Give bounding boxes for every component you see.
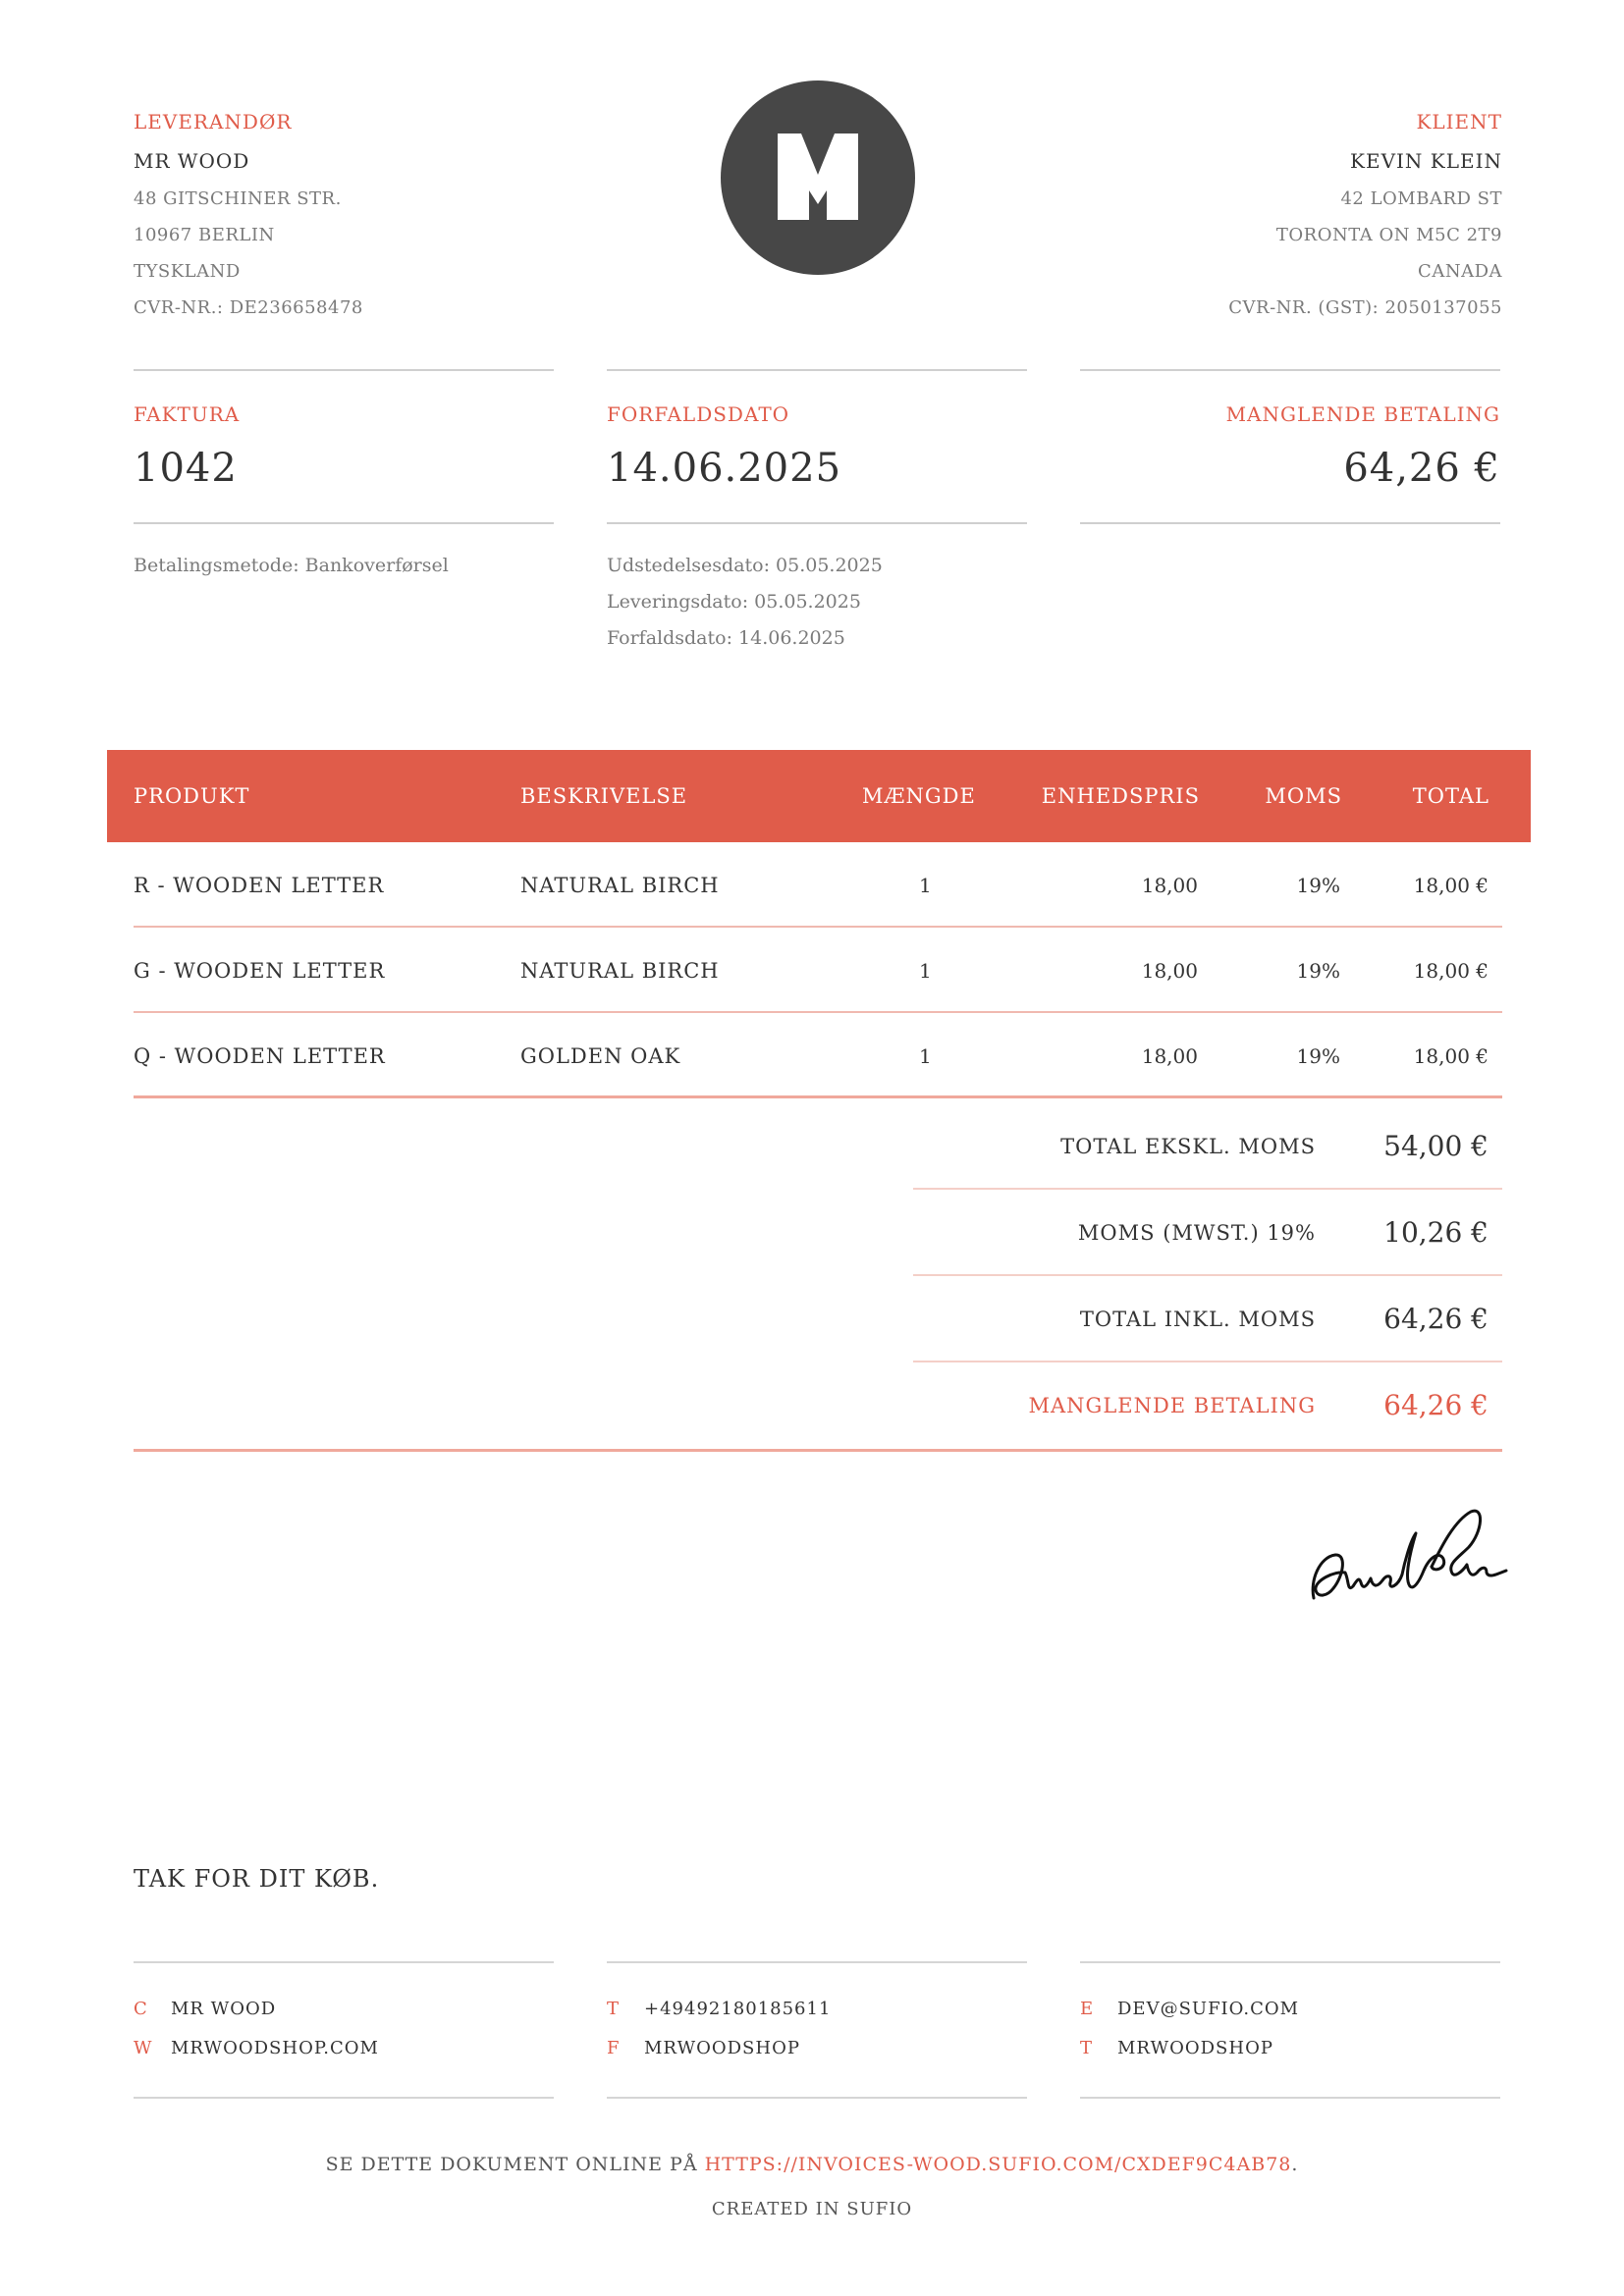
column-header-quantity: MÆNGDE (862, 784, 976, 808)
cell-quantity: 1 (919, 1044, 932, 1068)
outstanding-total-label: MANGLENDE BETALING (1028, 1394, 1316, 1417)
contact-box-company (134, 1961, 554, 2099)
subtotal-row (913, 1103, 1502, 1190)
contact-key: E (1080, 1999, 1095, 2019)
contact-value[interactable]: MRWOODSHOP (644, 2038, 800, 2058)
contact-key: T (1080, 2038, 1094, 2058)
cell-description: GOLDEN OAK (520, 1044, 681, 1068)
cell-vat: 19% (1296, 1044, 1340, 1068)
contact-value[interactable]: MRWOODSHOP.COM (171, 2038, 379, 2058)
signature (1306, 1502, 1512, 1620)
supplier-address-line: 10967 BERLIN (134, 225, 275, 245)
delivery-date: Leveringsdato: 05.05.2025 (607, 591, 861, 613)
vat-value: 10,26 € (1383, 1216, 1489, 1249)
cell-quantity: 1 (919, 874, 932, 897)
due-date-box (607, 369, 1027, 524)
contact-value: MR WOOD (171, 1999, 277, 2019)
cell-quantity: 1 (919, 959, 932, 983)
totals-divider (134, 1449, 1502, 1452)
date-details (607, 548, 883, 657)
outstanding-amount: 64,26 € (1343, 446, 1500, 491)
subtotal-label: TOTAL EKSKL. MOMS (1060, 1135, 1316, 1158)
outstanding-box (1080, 369, 1500, 524)
invoice-number: 1042 (134, 446, 238, 491)
contact-box-phone (607, 1961, 1027, 2099)
contact-value[interactable]: MRWOODSHOP (1117, 2038, 1273, 2058)
supplier-name: MR WOOD (134, 149, 250, 173)
contact-value[interactable]: DEV@SUFIO.COM (1117, 1999, 1300, 2019)
contact-email[interactable] (1080, 1999, 1299, 2019)
supplier-vat-number: CVR-NR.: DE236658478 (134, 297, 363, 318)
column-header-description: BESKRIVELSE (520, 784, 688, 808)
due-date-line: Forfaldsdato: 14.06.2025 (607, 627, 845, 649)
cell-description: NATURAL BIRCH (520, 959, 720, 983)
contact-key: F (607, 2038, 621, 2058)
cell-product: R - WOODEN LETTER (134, 874, 385, 897)
outstanding-label: MANGLENDE BETALING (1225, 402, 1500, 426)
client-vat-number: CVR-NR. (GST): 2050137055 (1228, 297, 1502, 318)
contact-company (134, 1999, 276, 2019)
client-address-line: TORONTA ON M5C 2T9 (1275, 225, 1502, 245)
cell-unit-price: 18,00 (1141, 959, 1198, 983)
cell-unit-price: 18,00 (1141, 1044, 1198, 1068)
table-row (134, 1014, 1502, 1098)
table-row (134, 843, 1502, 928)
online-link[interactable]: HTTPS://INVOICES-WOOD.SUFIO.COM/CXDEF9C4AB78 (704, 2154, 1292, 2175)
contact-key: C (134, 1999, 148, 2019)
column-header-vat: MOMS (1265, 784, 1342, 808)
online-notice (0, 2154, 1624, 2175)
invoice-number-label: FAKTURA (134, 402, 241, 426)
cell-total: 18,00 € (1413, 959, 1489, 983)
total-value: 64,26 € (1383, 1303, 1489, 1335)
contact-facebook[interactable] (607, 2038, 800, 2058)
payment-method: Betalingsmetode: Bankoverførsel (134, 555, 449, 576)
contact-website[interactable] (134, 2038, 379, 2058)
created-in-sufio: CREATED IN SUFIO (711, 2199, 913, 2219)
cell-total: 18,00 € (1413, 874, 1489, 897)
online-prefix: SE DETTE DOKUMENT ONLINE PÅ (325, 2154, 705, 2175)
due-date: 14.06.2025 (607, 446, 842, 491)
supplier-address-line: 48 GITSCHINER STR. (134, 188, 342, 209)
vat-row (913, 1190, 1502, 1276)
thanks-message: TAK FOR DIT KØB. (134, 1865, 380, 1893)
online-suffix: . (1291, 2154, 1299, 2175)
outstanding-row (913, 1362, 1502, 1449)
outstanding-total-value: 64,26 € (1383, 1389, 1489, 1421)
column-header-total: TOTAL (1412, 784, 1489, 808)
column-header-unit-price: ENHEDSPRIS (1041, 784, 1200, 808)
supplier-block (134, 110, 363, 318)
cell-vat: 19% (1296, 874, 1340, 897)
invoice-number-box (134, 369, 554, 524)
cell-unit-price: 18,00 (1141, 874, 1198, 897)
supplier-label: LEVERANDØR (134, 110, 293, 133)
cell-vat: 19% (1296, 959, 1340, 983)
total-row (913, 1276, 1502, 1362)
cell-product: G - WOODEN LETTER (134, 959, 386, 983)
contact-phone[interactable] (607, 1999, 831, 2019)
cell-description: NATURAL BIRCH (520, 874, 720, 897)
client-address-line: 42 LOMBARD ST (1340, 188, 1502, 209)
due-date-label: FORFALDSDATO (607, 402, 790, 426)
table-row (134, 929, 1502, 1013)
total-label: TOTAL INKL. MOMS (1079, 1308, 1316, 1331)
client-block (1228, 110, 1502, 318)
issue-date: Udstedelsesdato: 05.05.2025 (607, 555, 883, 576)
cell-total: 18,00 € (1413, 1044, 1489, 1068)
mr-wood-logo (721, 80, 915, 275)
contact-box-email (1080, 1961, 1500, 2099)
contact-value[interactable]: +4949218018561​1 (644, 1999, 832, 2019)
contact-key: W (134, 2038, 153, 2058)
contact-twitter[interactable] (1080, 2038, 1273, 2058)
column-header-product: PRODUKT (134, 784, 250, 808)
client-address-line: CANADA (1418, 261, 1502, 282)
client-label: KLIENT (1416, 110, 1502, 133)
vat-label: MOMS (MWST.) 19% (1077, 1221, 1316, 1245)
contact-key: T (607, 1999, 621, 2019)
cell-product: Q - WOODEN LETTER (134, 1044, 386, 1068)
subtotal-value: 54,00 € (1383, 1130, 1489, 1162)
logo-mark-icon (721, 80, 915, 275)
signature-icon (1306, 1502, 1512, 1620)
items-table-header (107, 750, 1531, 842)
client-name: KEVIN KLEIN (1350, 149, 1502, 173)
supplier-address-line: TYSKLAND (134, 261, 241, 282)
